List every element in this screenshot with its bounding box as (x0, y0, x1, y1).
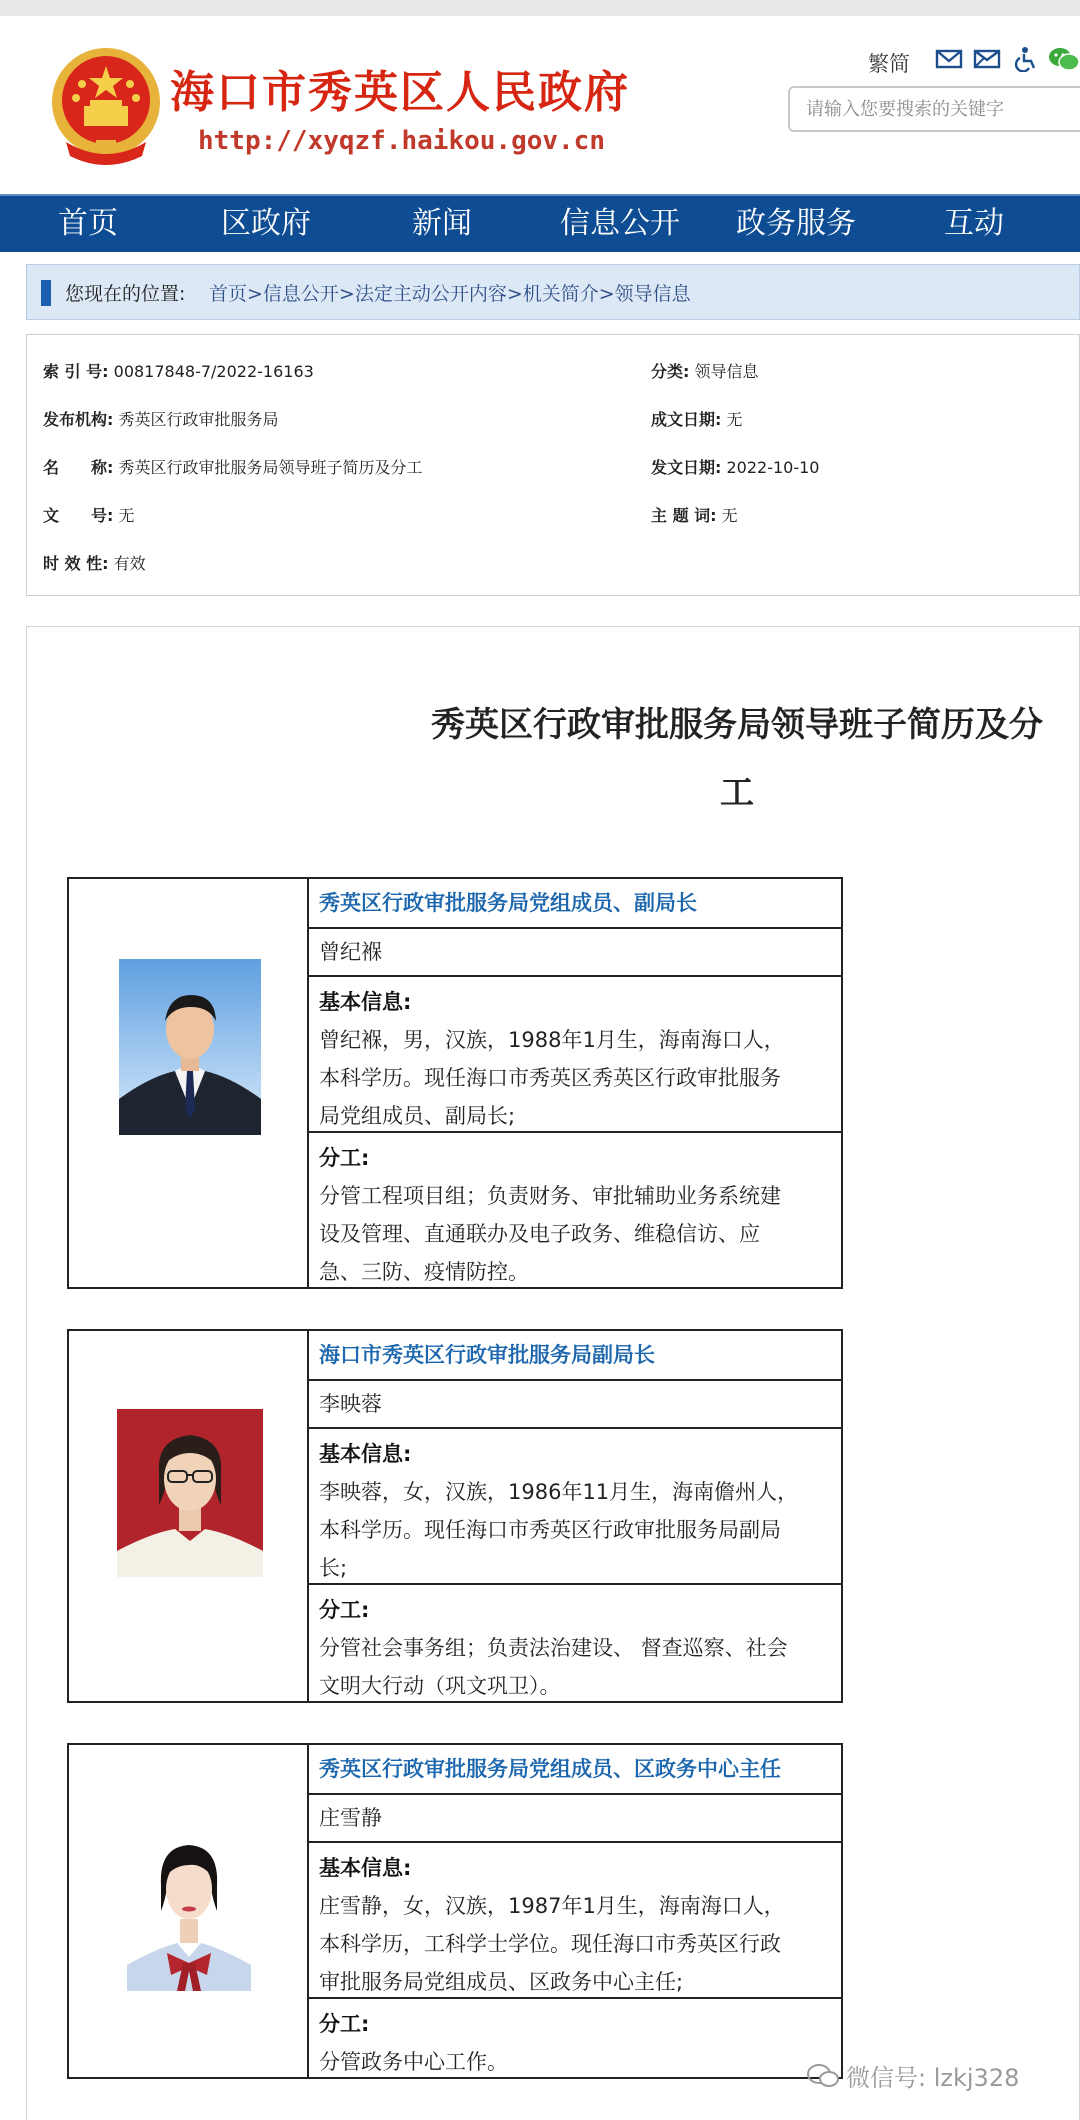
search-input[interactable] (788, 86, 1080, 132)
leader-title-row: 秀英区行政审批服务局党组成员、区政务中心主任 (309, 1745, 843, 1795)
document-metadata (26, 334, 1080, 596)
language-toggle[interactable]: 繁简 (868, 52, 910, 76)
meta-published-date: 发文日期: 2022-10-10 (651, 458, 820, 477)
leader-info-row: 基本信息: 庄雪静，女，汉族，1987年1月生，海南海口人， 本科学历，工科学士学位。现任海口市秀英区行政 审批服务局党组成员、区政务中心主任; (309, 1843, 843, 1999)
wechat-watermark-icon (806, 2062, 840, 2090)
national-emblem-icon (46, 44, 166, 168)
nav-info-disclosure[interactable]: 信息公开 (560, 206, 680, 241)
leader-card (67, 1743, 843, 2079)
leader-name-row: 李映蓉 (309, 1381, 843, 1429)
leader-name-row: 庄雪静 (309, 1795, 843, 1843)
leader-photo (117, 1409, 263, 1577)
site-header (0, 16, 1080, 192)
leader-duty-row: 分工: 分管政务中心工作。 (319, 2012, 508, 2074)
leader-photo-cell (69, 879, 309, 1287)
breadcrumb-label: 您现在的位置: (65, 283, 186, 305)
nav-interaction[interactable]: 互动 (944, 206, 1004, 241)
meta-created-date: 成文日期: 无 (651, 410, 743, 429)
breadcrumb (26, 264, 1080, 320)
leader-duty-row: 分工: 分管工程项目组；负责财务、审批辅助业务系统建 设及管理、直通联办及电子政务、维稳信访、应 急、三防、疫情防控。 (319, 1146, 781, 1284)
nav-home[interactable]: 首页 (58, 206, 118, 241)
accessibility-icon[interactable] (1010, 46, 1040, 72)
leader-title-row: 海口市秀英区行政审批服务局副局长 (309, 1331, 843, 1381)
mailbox-icon[interactable] (972, 46, 1002, 72)
meta-index: 索 引 号: 00817848-7/2022-16163 (43, 362, 314, 381)
leader-photo (127, 1825, 251, 1991)
wechat-icon[interactable] (1048, 46, 1080, 72)
document-content (26, 626, 1080, 2120)
leader-title-row: 秀英区行政审批服务局党组成员、副局长 (309, 879, 843, 929)
leader-photo (119, 959, 261, 1135)
meta-keywords: 主 题 词: 无 (651, 506, 738, 525)
nav-district-government[interactable]: 区政府 (221, 206, 311, 241)
leader-info-row: 基本信息: 李映蓉，女，汉族，1986年11月生，海南儋州人， 本科学历。现任海口市秀英区行政审批服务局副局 长; (309, 1429, 843, 1585)
leader-info-row: 基本信息: 曾纪褓，男，汉族，1988年1月生，海南海口人， 本科学历。现任海口市秀英区秀英区行政审批服务 局党组成员、副局长; (309, 977, 843, 1133)
meta-publisher: 发布机构: 秀英区行政审批服务局 (43, 410, 279, 429)
meta-validity: 时 效 性: 有效 (43, 554, 146, 573)
meta-name: 名 称: 秀英区行政审批服务局领导班子简历及分工 (43, 458, 423, 477)
breadcrumb-marker (41, 280, 51, 306)
document-title: 秀英区行政审批服务局领导班子简历及分 工 (431, 705, 1043, 813)
meta-doc-number: 文 号: 无 (43, 506, 135, 525)
breadcrumb-path[interactable]: 首页>信息公开>法定主动公开内容>机关简介>领导信息 (209, 283, 691, 305)
main-nav (0, 194, 1080, 252)
leader-photo-cell (69, 1331, 309, 1701)
nav-news[interactable]: 新闻 (412, 206, 472, 241)
leader-photo-cell (69, 1745, 309, 2077)
site-title: 海口市秀英区人民政府 (170, 67, 630, 118)
leader-duty-row: 分工: 分管社会事务组；负责法治建设、 督查巡察、社会 文明大行动（巩文巩卫）。 (319, 1598, 788, 1698)
meta-category: 分类: 领导信息 (651, 362, 759, 381)
top-strip (0, 0, 1080, 16)
wechat-watermark: 微信号: lzkj328 (806, 2058, 1019, 2093)
leader-card (67, 877, 843, 1289)
nav-government-services[interactable]: 政务服务 (736, 206, 856, 241)
leader-card (67, 1329, 843, 1703)
leader-name-row: 曾纪褓 (309, 929, 843, 977)
mail-icon[interactable] (934, 46, 964, 72)
site-url[interactable]: http://xyqzf.haikou.gov.cn (198, 126, 605, 156)
